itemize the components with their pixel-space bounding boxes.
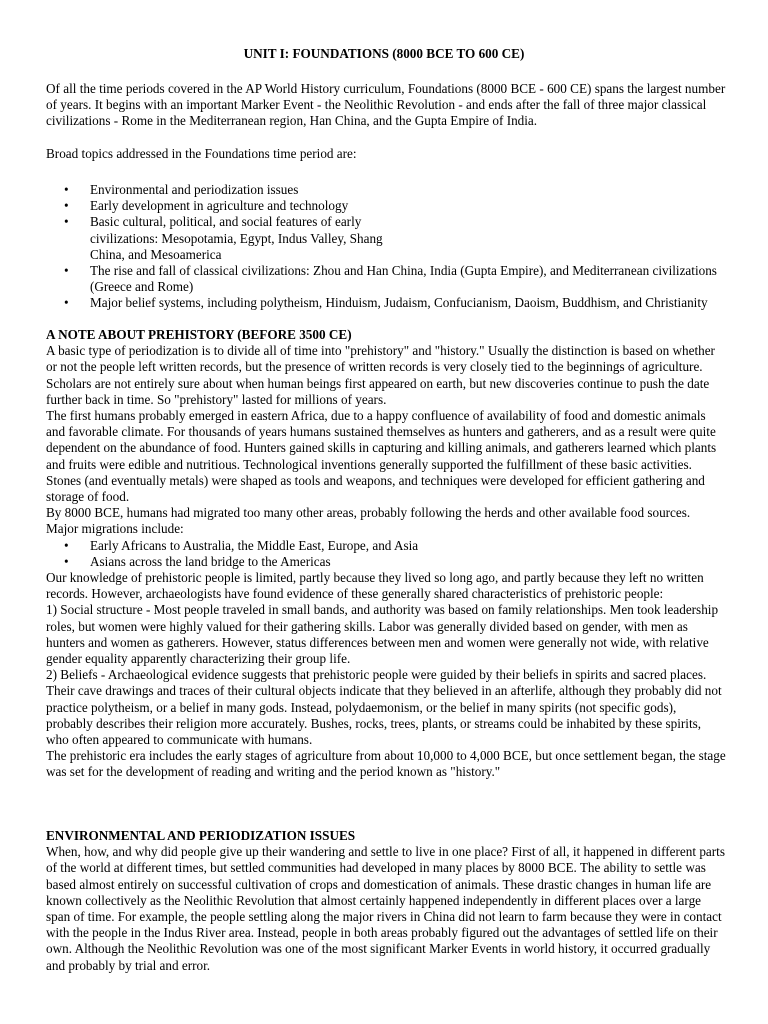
section-heading: ENVIRONMENTAL AND PERIODIZATION ISSUES <box>46 828 356 843</box>
topics-list-section <box>46 182 726 312</box>
topics-section <box>46 146 726 162</box>
intro-paragraph: Of all the time periods covered in the AP World History curriculum, Foundations (8000 BCE - 600 CE) spans the largest number of years. It begins with an important Marker Event - the Neolithic Revolution - and ends after the fall of three major classical civilizations - Rome in the Mediterranean region, Han China, and the Gupta Empire of India. <box>46 81 726 129</box>
topics-list <box>46 182 726 312</box>
paragraph: When, how, and why did people give up their wandering and settle to live in one place? First of all, it happened in different parts of the world at different times, but settled communities had developed in many places by 8000 BCE. The ability to settle was based almost entirely on successful cultivation of crops and domestication of animals. These drastic changes in human life are known collectively as the Neolithic Revolution that almost certainly happened independently in different places over a large span of time. For example, the people settling along the major rivers in China did not learn to farm because they were in contact with the people in the Indus River area. Instead, people in both areas probably figured out the advantages of settled life on their own. Although the Neolithic Revolution was one of the most significant Marker Events in world history, it occurred gradually and probably by trial and error. <box>46 844 725 973</box>
paragraph: 1) Social structure - Most people traveled in small bands, and authority was based on family relationships. Men took leadership roles, but women were highly valued for their gathering skills. Labor was generally divided based on gender, with men as hunters and women as gatherers. However, status differences between men and women were generally not wide, with relative gender equality apparently characterizing their group life. <box>46 602 719 667</box>
paragraph: The first humans probably emerged in eastern Africa, due to a happy confluence of availability of food and domestic animals and favorable climate. For thousands of years humans sustained themselves as hunters and gatherers, and as a result were quite dependent on the abundance of food. Hunters gained skills in capturing and killing animals, and gatherers learned which plants and fruits were edible and nutritious. Technological inventions generally supported the fulfillment of these basic activities. Stones (and eventually metals) were shaped as tools and weapons, and techniques were developed for efficient gathering and storage of food. <box>46 408 717 505</box>
environment-section <box>46 828 726 974</box>
page-title: UNIT I: FOUNDATIONS (8000 BCE TO 600 CE) <box>243 46 525 61</box>
list-item: • Asians across the land bridge to the Americas <box>46 554 726 570</box>
list-item: • Early development in agriculture and technology <box>46 198 726 214</box>
list-item: • The rise and fall of classical civilizations: Zhou and Han China, India (Gupta Empire), and Mediterranean civilizations (Greece and Rome) <box>46 263 726 295</box>
section-heading: A NOTE ABOUT PREHISTORY (BEFORE 3500 CE) <box>46 327 352 342</box>
prehistory-section <box>46 327 726 781</box>
list-item: • Major belief systems, including polytheism, Hinduism, Judaism, Confucianism, Daoism, Buddhism, and Christianity <box>46 295 726 311</box>
paragraph: Our knowledge of prehistoric people is limited, partly because they lived so long ago, and partly because they left no written records. However, archaeologists have found evidence of these generally shared characteristics of prehistoric people: <box>46 570 704 602</box>
paragraph: Major migrations include: <box>46 521 184 537</box>
topics-lead: Broad topics addressed in the Foundations time period are: <box>46 146 357 161</box>
paragraph: A basic type of periodization is to divide all of time into "prehistory" and "history." Usually the distinction is based on whether or not the people left written records, but the presence of written records is very closely tied to the beginnings of agriculture. Scholars are not entirely sure about when human beings first appeared on earth, but new discoveries continue to push the date further back in time. So "prehistory" lasted for millions of years. <box>46 343 715 407</box>
list-item: • Environmental and periodization issues <box>46 182 726 198</box>
intro-section <box>46 81 726 130</box>
list-item: • Early Africans to Australia, the Middle East, Europe, and Asia <box>46 538 726 554</box>
paragraph: By 8000 BCE, humans had migrated too many other areas, probably following the herds and other available food sources. <box>46 505 691 521</box>
migrations-list <box>46 538 726 570</box>
list-item: • Basic cultural, political, and social features of early civilizations: Mesopotamia, Egypt, Indus Valley, Shang China, and Mesoamerica <box>46 214 726 263</box>
paragraph: 2) Beliefs - Archaeological evidence suggests that prehistoric people were guided by their beliefs in spirits and sacred places. Their cave drawings and traces of their cultural objects indicate that they believed in an afterlife, although they probably did not practice polytheism, or a belief in many gods. Instead, polydaemonism, or the belief in many spirits (not specific gods), probably describes their religion more accurately. Bushes, rocks, trees, plants, or streams could be inhabited by these spirits, who often appeared to communicate with humans. <box>46 667 722 748</box>
paragraph: The prehistoric era includes the early stages of agriculture from about 10,000 to 4,000 BCE, but once settlement began, the stage was set for the development of reading and writing and the period known as "history." <box>46 748 726 780</box>
